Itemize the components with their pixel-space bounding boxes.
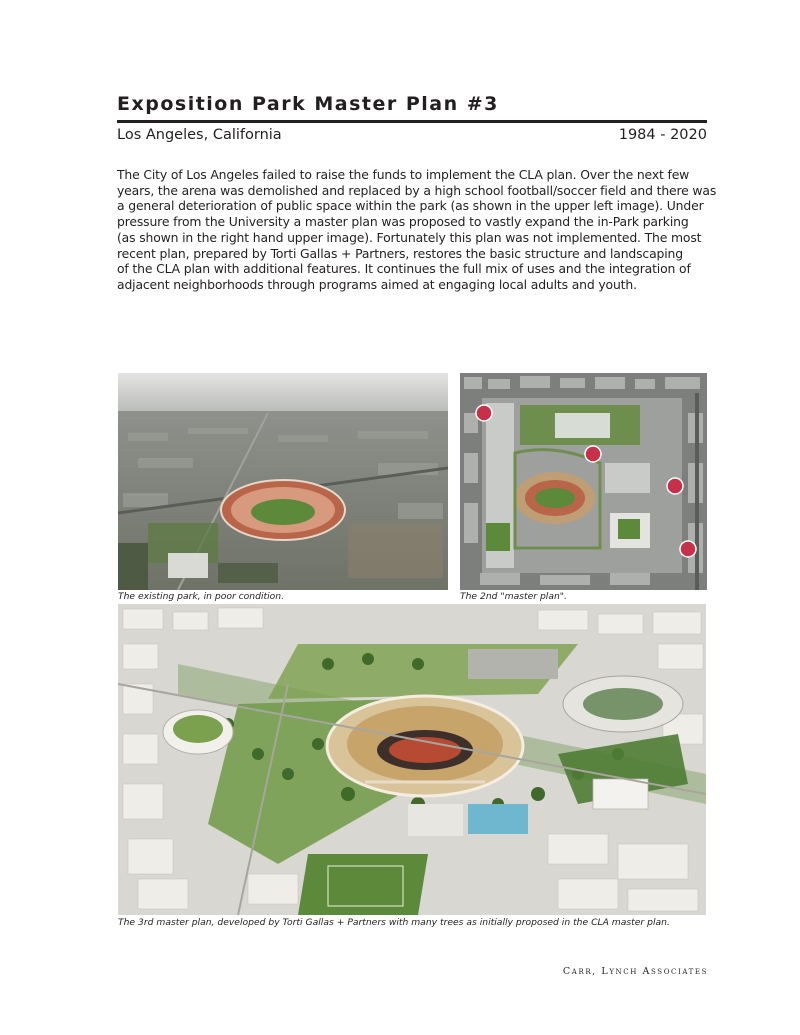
footer-credit: Carr, Lynch Associates: [562, 966, 708, 977]
existing-park-caption: The existing park, in poor condition.: [118, 591, 285, 602]
body-line: (as shown in the right hand upper image). Fortunately this plan was not implemented. The most: [117, 229, 702, 245]
years-label: 1984 - 2020: [618, 127, 707, 143]
third-plan-rendering: [118, 604, 706, 915]
second-plan-photo: [460, 373, 707, 590]
existing-park-photo: [118, 373, 448, 590]
page-title: Exposition Park Master Plan #3: [117, 93, 499, 115]
second-plan-caption: The 2nd "master plan".: [460, 591, 567, 602]
third-plan-caption: The 3rd master plan, developed by Torti Gallas + Partners with many trees as initially proposed in the CLA master plan.: [118, 917, 670, 928]
body-line: adjacent neighborhoods through programs aimed at engaging local adults and youth.: [117, 276, 637, 292]
title-rule: [117, 120, 707, 123]
body-line: years, the arena was demolished and replaced by a high school football/soccer field and there was: [117, 182, 717, 198]
body-line: recent plan, prepared by Torti Gallas + Partners, restores the basic structure and landscaping: [117, 245, 683, 261]
location-label: Los Angeles, California: [117, 127, 282, 143]
body-line: pressure from the University a master plan was proposed to vastly expand the in-Park parking: [117, 214, 689, 230]
body-line: The City of Los Angeles failed to raise the funds to implement the CLA plan. Over the next few: [117, 167, 690, 182]
body-paragraph: [117, 167, 717, 293]
body-line: of the CLA plan with additional features. It continues the full mix of uses and the integration of: [117, 261, 691, 277]
body-line: a general deterioration of public space within the park (as shown in the upper left image). Under: [117, 198, 704, 214]
